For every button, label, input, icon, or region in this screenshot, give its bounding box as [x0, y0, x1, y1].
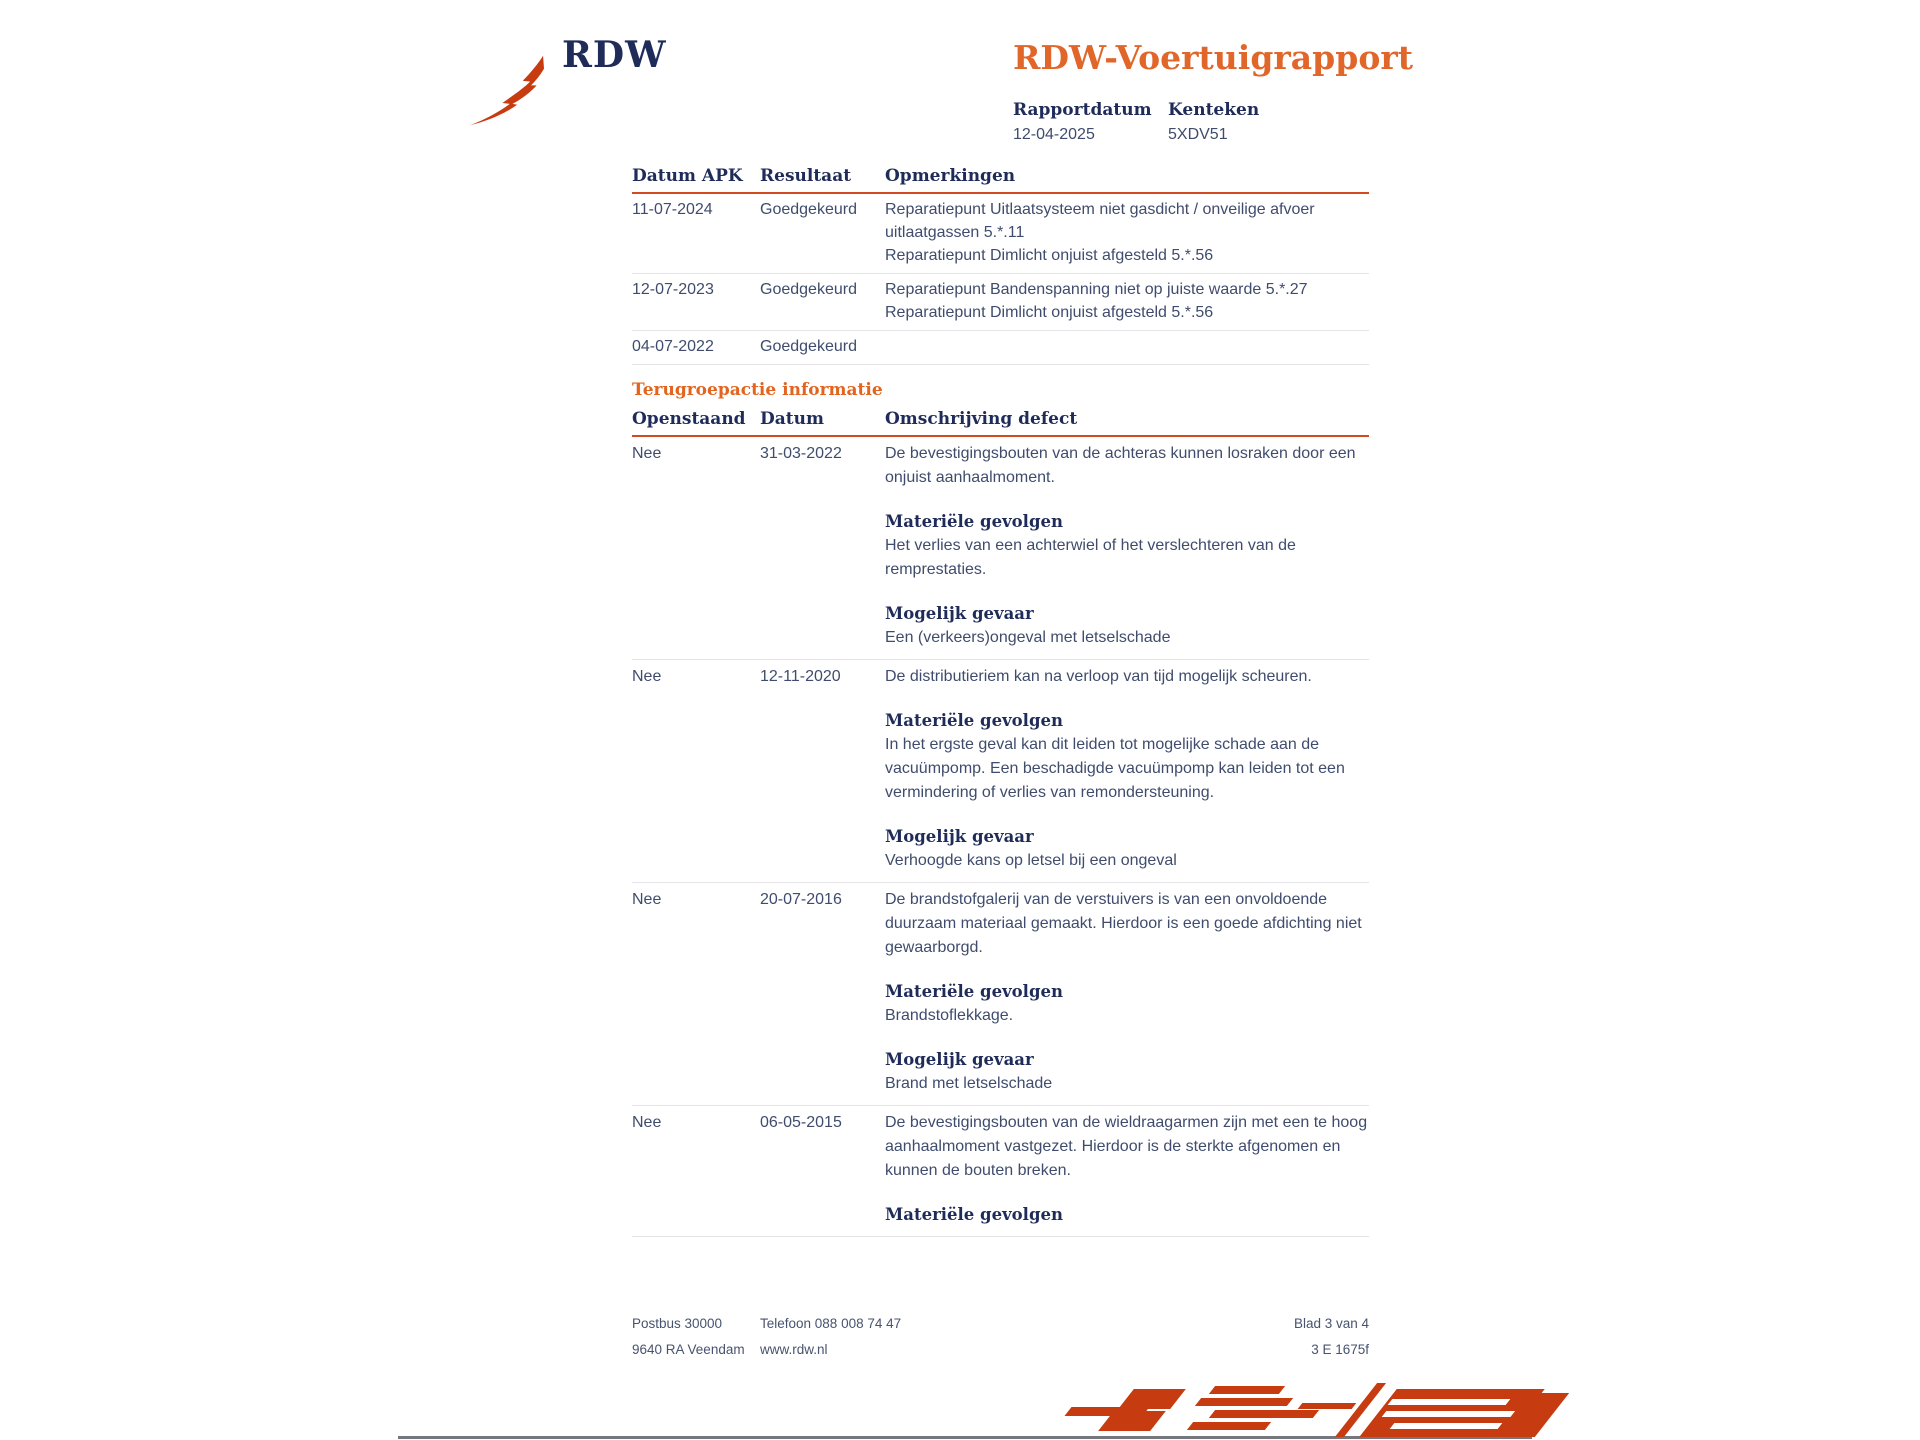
- footer-city: 9640 RA Veendam: [632, 1342, 745, 1357]
- recall-openstaand-cell: Nee: [632, 1114, 662, 1131]
- rdw-brand-stripes-graphic: [1060, 1383, 1536, 1437]
- recall-defect-cell: [885, 888, 1369, 1096]
- apk-table-row: [632, 331, 1369, 365]
- apk-datum-cell: 11-07-2024: [632, 201, 713, 218]
- recall-subsection-label: Mogelijk gevaar: [885, 1050, 1034, 1069]
- recall-openstaand-cell: Nee: [632, 668, 662, 685]
- apk-datum-cell: 04-07-2022: [632, 338, 714, 355]
- recall-subsection-text: In het ergste geval kan dit leiden tot mogelijke schade aan de vacuümpomp. Een beschadigde vacuümpomp kan leiden tot een vermindering of verlies van remondersteuning.: [885, 736, 1345, 801]
- recall-subsection-text: Brandstoflekkage.: [885, 1007, 1014, 1024]
- apk-remark-line: Reparatiepunt Uitlaatsysteem niet gasdicht / onveilige afvoer uitlaatgassen 5.*.11: [885, 201, 1315, 241]
- recall-subsection-label: Mogelijk gevaar: [885, 604, 1034, 623]
- apk-table-header: [632, 166, 1369, 194]
- recall-table-row: [632, 437, 1369, 660]
- recall-table-row: [632, 1106, 1369, 1237]
- rdw-logo-text: RDW: [562, 34, 667, 76]
- license-plate-label: Kenteken: [1168, 100, 1260, 120]
- stripe: [1195, 1398, 1293, 1406]
- report-date-block: [1013, 100, 1152, 144]
- recall-table-row: [632, 660, 1369, 883]
- recall-datum-cell: 20-07-2016: [760, 891, 842, 908]
- apk-resultaat-cell: Goedgekeurd: [760, 201, 857, 218]
- recall-subsection-label: Mogelijk gevaar: [885, 827, 1034, 846]
- apk-table-row: [632, 194, 1369, 274]
- recall-defect-text: De brandstofgalerij van de verstuivers is van een onvoldoende duurzaam materiaal gemaakt. Hierdoor is een goede afdichting niet gewaarborgd.: [885, 891, 1362, 956]
- recall-subsection-label: Materiële gevolgen: [885, 982, 1063, 1001]
- recall-subsection-text: Het verlies van een achterwiel of het verslechteren van de remprestaties.: [885, 537, 1296, 578]
- apk-resultaat-cell: Goedgekeurd: [760, 281, 857, 298]
- recall-subsection-text: Een (verkeers)ongeval met letselschade: [885, 629, 1171, 646]
- recall-subsection-label: Materiële gevolgen: [885, 1205, 1063, 1224]
- apk-remark-line: Reparatiepunt Dimlicht onjuist afgesteld 5.*.56: [885, 247, 1214, 264]
- apk-table-row: [632, 274, 1369, 331]
- recall-defect-cell: [885, 1111, 1369, 1227]
- stripe: [1298, 1403, 1357, 1409]
- license-plate-value: 5XDV51: [1168, 126, 1228, 143]
- page-title: RDW-Voertuigrapport: [1013, 38, 1413, 77]
- apk-remark-line: Reparatiepunt Dimlicht onjuist afgesteld 5.*.56: [885, 304, 1214, 321]
- footer-phone: Telefoon 088 008 74 47: [760, 1316, 902, 1331]
- license-plate-block: [1168, 100, 1259, 144]
- report-meta: [1013, 100, 1259, 144]
- recall-datum-cell: 31-03-2022: [760, 445, 842, 462]
- apk-opmerkingen-cell: [885, 335, 1369, 358]
- recall-defect-cell: [885, 665, 1369, 873]
- recall-defect-text: De bevestigingsbouten van de achteras kunnen losraken door een onjuist aanhaalmoment.: [885, 445, 1356, 486]
- recall-table-row: [632, 883, 1369, 1106]
- recall-col-openstaand: Openstaand: [632, 409, 746, 429]
- footer-website: www.rdw.nl: [760, 1342, 828, 1357]
- apk-col-opmerkingen: Opmerkingen: [885, 166, 1016, 186]
- footer-page-info: [1294, 1317, 1369, 1369]
- recall-table-body: [632, 437, 1369, 1237]
- recall-defect-text: De distributieriem kan na verloop van tijd mogelijk scheuren.: [885, 668, 1312, 685]
- footer-address: [632, 1317, 760, 1369]
- recall-subsection-label: Materiële gevolgen: [885, 711, 1063, 730]
- recall-openstaand-cell: Nee: [632, 445, 662, 462]
- recall-col-omschrijving: Omschrijving defect: [885, 409, 1078, 429]
- apk-datum-cell: 12-07-2023: [632, 281, 714, 298]
- recall-openstaand-cell: Nee: [632, 891, 662, 908]
- footer-page-indicator: Blad 3 van 4: [1293, 1316, 1369, 1331]
- apk-col-resultaat: Resultaat: [760, 166, 852, 186]
- rdw-logo: [462, 30, 702, 140]
- recall-defect-text: De bevestigingsbouten van de wieldraagarmen zijn met een te hoog aanhaalmoment vastgezet. Hierdoor is de sterkte afgenomen en kunnen de bouten breken.: [885, 1114, 1368, 1179]
- recall-section: [632, 380, 1369, 1237]
- recall-subsection-text: Brand met letselschade: [885, 1075, 1053, 1092]
- footer-contact: [760, 1317, 1294, 1369]
- page-footer: [632, 1317, 1369, 1369]
- recall-defect-cell: [885, 442, 1369, 650]
- recall-datum-cell: 12-11-2020: [760, 668, 841, 685]
- recall-datum-cell: 06-05-2015: [760, 1114, 842, 1131]
- footer-doc-code: 3 E 1675f: [1311, 1342, 1369, 1357]
- report-date-label: Rapportdatum: [1013, 100, 1152, 120]
- apk-remark-line: Reparatiepunt Bandenspanning niet op juiste waarde 5.*.27: [885, 281, 1308, 298]
- stripe-cut: [1388, 1399, 1511, 1405]
- apk-col-datum: Datum APK: [632, 166, 743, 186]
- recall-table-header: [632, 409, 1369, 437]
- apk-table: [632, 166, 1369, 365]
- recall-subsection-label: Materiële gevolgen: [885, 512, 1063, 531]
- footer-postbus: Postbus 30000: [632, 1316, 723, 1331]
- stripe-cut: [1390, 1423, 1503, 1429]
- stripe: [1187, 1422, 1271, 1430]
- recall-section-title: Terugroepactie informatie: [632, 380, 883, 400]
- stripe-cut: [1382, 1411, 1517, 1417]
- apk-opmerkingen-cell: [885, 198, 1369, 267]
- stripe: [1209, 1410, 1319, 1418]
- recall-col-datum: Datum: [760, 409, 824, 429]
- apk-opmerkingen-cell: [885, 278, 1369, 324]
- stripe: [1209, 1386, 1285, 1394]
- stripe: [1118, 1389, 1186, 1409]
- report-date-value: 12-04-2025: [1013, 126, 1095, 143]
- rdw-feather-icon: [467, 53, 547, 127]
- apk-resultaat-cell: Goedgekeurd: [760, 338, 857, 355]
- recall-subsection-text: Verhoogde kans op letsel bij een ongeval: [885, 852, 1177, 869]
- apk-table-body: [632, 194, 1369, 365]
